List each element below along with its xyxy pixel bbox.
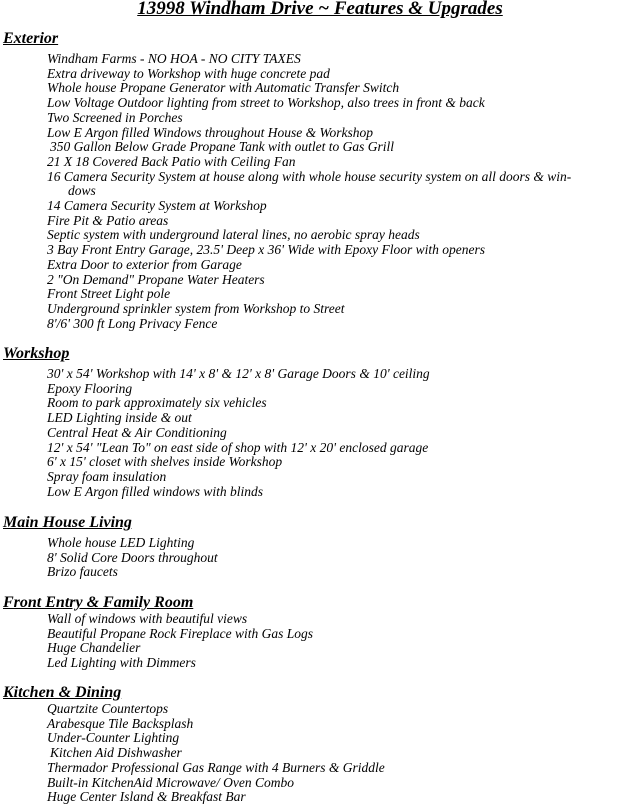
list-item: Quartzite Countertops	[47, 701, 169, 716]
section-exterior	[0, 30, 640, 331]
list-item: Arabesque Tile Backsplash	[47, 715, 194, 731]
page-title: 13998 Windham Drive ~ Features & Upgrades	[137, 0, 503, 19]
front-entry-feature-list	[0, 612, 640, 671]
section-main-house-living	[0, 514, 640, 580]
list-item: Low Voltage Outdoor lighting from street to Workshop, also trees in front & back	[47, 95, 485, 111]
list-item: 14 Camera Security System at Workshop	[47, 198, 267, 214]
list-item	[0, 170, 640, 199]
list-item: Under-Counter Lighting	[47, 730, 180, 746]
list-item: Low E Argon filled Windows throughout House & Workshop	[47, 124, 374, 140]
section-heading-main-house-living: Main House Living	[3, 514, 132, 531]
list-item: 8'/6' 300 ft Long Privacy Fence	[47, 315, 218, 331]
list-item: Room to park approximately six vehicles	[47, 395, 267, 411]
section-front-entry-family-room	[0, 594, 640, 671]
list-item: Whole house Propane Generator with Automatic Transfer Switch	[47, 80, 400, 96]
list-item: Septic system with underground lateral lines, no aerobic spray heads	[47, 227, 420, 243]
list-item: 2 "On Demand" Propane Water Heaters	[47, 271, 265, 287]
list-item: 350 Gallon Below Grade Propane Tank with outlet to Gas Grill	[50, 139, 394, 155]
list-item: Wall of windows with beautiful views	[47, 611, 248, 626]
list-item: Kitchen Aid Dishwasher	[50, 745, 182, 761]
list-item: Underground sprinkler system from Workshop to Street	[47, 300, 345, 316]
list-item: Epoxy Flooring	[47, 380, 133, 396]
list-item: Front Street Light pole	[47, 286, 171, 302]
list-item: 30' x 54' Workshop with 14' x 8' & 12' x 8' Garage Doors & 10' ceiling	[47, 366, 430, 381]
list-item: Thermador Professional Gas Range with 4 Burners & Griddle	[47, 759, 385, 775]
section-workshop	[0, 345, 640, 499]
list-item: 21 X 18 Covered Back Patio with Ceiling Fan	[47, 153, 296, 169]
list-item: 12' x 54' "Lean To" on east side of shop with 12' x 20' enclosed garage	[47, 439, 429, 455]
list-item: Extra driveway to Workshop with huge concrete pad	[47, 65, 330, 81]
list-item: 6' x 15' closet with shelves inside Workshop	[47, 454, 283, 470]
list-item: Extra Door to exterior from Garage	[47, 256, 242, 272]
section-heading-kitchen-dining: Kitchen & Dining	[3, 684, 122, 701]
section-kitchen-dining	[0, 684, 640, 805]
list-item: 8' Solid Core Doors throughout	[47, 549, 218, 565]
list-item: Windham Farms - NO HOA - NO CITY TAXES	[47, 51, 301, 66]
list-item-line-continued: dows	[68, 183, 96, 199]
section-heading-front-entry-family-room: Front Entry & Family Room	[3, 594, 194, 611]
exterior-feature-list	[0, 52, 640, 331]
section-heading-workshop: Workshop	[3, 345, 70, 362]
list-item: Low E Argon filled windows with blinds	[47, 483, 264, 499]
list-item: Fire Pit & Patio areas	[47, 212, 169, 228]
list-item: Two Screened in Porches	[47, 109, 183, 125]
list-item: Brizo faucets	[47, 564, 118, 580]
list-item: Huge Center Island & Breakfast Bar	[47, 789, 246, 805]
list-item-line: 16 Camera Security System at house along with whole house security system on all doors & win-	[47, 168, 572, 184]
kitchen-feature-list	[0, 702, 640, 805]
list-item: Spray foam insulation	[47, 468, 167, 484]
main-house-feature-list	[0, 536, 640, 580]
list-item: Central Heat & Air Conditioning	[47, 424, 227, 440]
list-item: Built-in KitchenAid Microwave/ Oven Combo	[47, 774, 294, 790]
workshop-feature-list	[0, 367, 640, 499]
list-item: Huge Chandelier	[47, 640, 141, 656]
list-item: Whole house LED Lighting	[47, 535, 195, 550]
list-item: Led Lighting with Dimmers	[47, 655, 196, 671]
list-item: 3 Bay Front Entry Garage, 23.5' Deep x 36' Wide with Epoxy Floor with openers	[47, 242, 485, 258]
list-item: LED Lighting inside & out	[47, 410, 192, 426]
section-heading-exterior: Exterior	[3, 30, 59, 47]
list-item: Beautiful Propane Rock Fireplace with Gas Logs	[47, 625, 313, 641]
